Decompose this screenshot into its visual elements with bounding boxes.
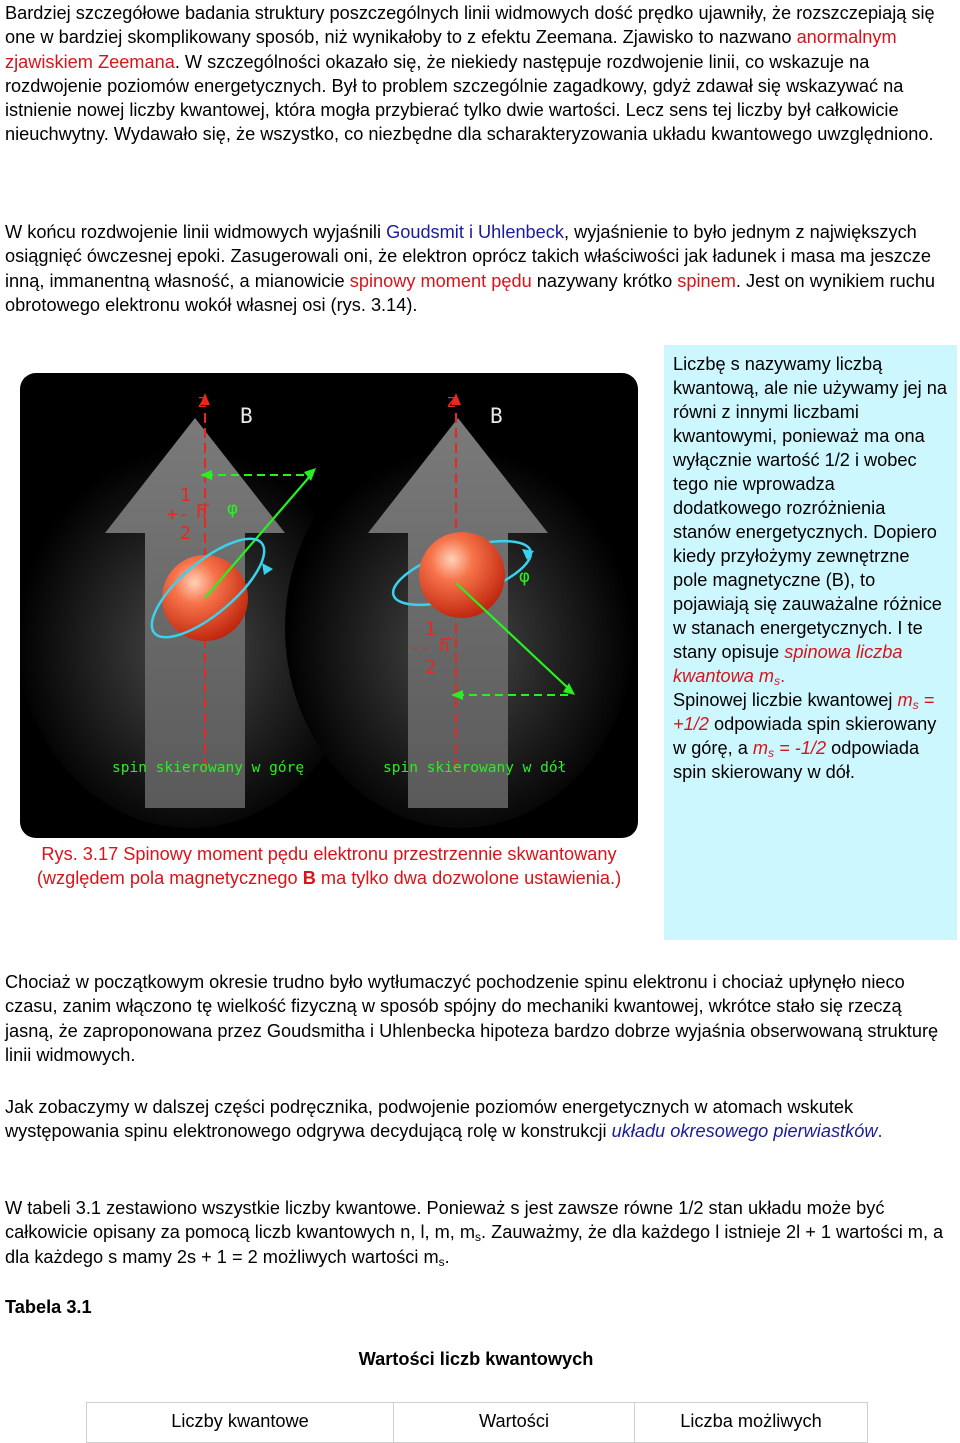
sidebar-paragraph-1: Liczbę s nazywamy liczbą kwantową, ale nie używamy jej na równi z innymi liczbami kwantowymi, ponieważ ma ona wyłącznie wartość 1/2 i wobec tego nie wprowadza dodatkowego rozróżnienia stanów energetycznych. Dopiero kiedy przyłożymy zewnętrzne pole magnetyczne (B), to pojawiają się zauważalne różnice w stanach energetycznych. I te stany opisuje spinowa liczba kwantowa $m_s$. xyxy=(673,354,947,688)
left-z-label: z xyxy=(197,391,208,412)
right-z-label: z xyxy=(446,391,457,412)
left-frac-num: 1 xyxy=(180,485,191,506)
spin-orientation-figure xyxy=(20,373,638,838)
table-header-row xyxy=(87,1403,868,1443)
table-header-values: Wartości xyxy=(394,1403,635,1443)
table-header-quantum-numbers: Liczby kwantowe xyxy=(87,1403,394,1443)
paragraph-periodic-table: Jak zobaczymy w dalszej części podręcznika, podwojenie poziomów energetycznych w atomach wskutek występowania spinu elektronowego odgrywa decydującą rolę w konstrukcji układu okresowego pierwiastków. xyxy=(5,1097,883,1142)
term-anomalous-zeeman: anormalnym zjawiskiem Zeemana xyxy=(5,27,897,72)
quantum-numbers-table xyxy=(86,1402,868,1443)
right-frac-prefix: -- xyxy=(409,638,431,659)
right-b-label: B xyxy=(490,404,503,428)
paragraph-spin-hypothesis: Chociaż w początkowym okresie trudno było wytłumaczyć pochodzenie spinu elektronu i chociaż upłynęło nieco czasu, zanim włączono tę wielkość fizyczną w sposób spójny do mechaniki kwantowej, wkrótce stało się rzeczą jasną, że zaproponowana przez Goudsmitha i Uhlenbecka hipoteza bardzo dobrze wyjaśnia obserwowaną strukturę linii widmowych. xyxy=(5,972,939,1065)
left-frac-den: 2 xyxy=(180,523,191,544)
left-phi-label: φ xyxy=(227,498,238,519)
right-frac-num: 1 xyxy=(425,619,436,640)
right-phi-label: φ xyxy=(519,566,530,587)
right-panel-caption: spin skierowany w dół xyxy=(383,760,567,776)
spin-quantum-number-sidebar xyxy=(664,345,957,940)
left-b-label: B xyxy=(240,404,253,428)
term-spin-quantum-number: spinowa liczba kwantowa $m_s$ xyxy=(673,642,903,688)
right-electron-sphere xyxy=(419,532,505,618)
right-frac-h: h xyxy=(439,636,450,657)
table-title: Wartości liczb kwantowych xyxy=(358,1349,594,1369)
caption-bold-b: B xyxy=(302,868,316,889)
paragraph-anomalous-zeeman: Bardziej szczegółowe badania struktury poszczególnych linii widmowych dość prędko ujawniły, że rozszczepiają się one w bardziej skomplikowany sposób, niż wynikałoby to z efektu Zeemana. Zjawisko to nazwano anormalnym zjawiskiem Zeemana. W szczególności okazało się, że niekiedy następuje rozdwojenie linii, co wskazuje na rozdwojenie poziomów energetycznych. Był to problem szczególnie zagadkowy, gdyż zdawał się wskazywać na istnienie nowej liczby kwantowej, która mogła przybierać tylko dwie wartości. Lecz sens tej liczby był całkowicie nieuchwytny. Wydawało się, że wszystko, co niezbędne dla scharakteryzowania układu kwantowego uwzględniono. xyxy=(5,3,935,145)
right-frac-den: 2 xyxy=(425,657,436,678)
left-frac-prefix: +- xyxy=(167,504,189,525)
link-periodic-table[interactable]: układu okresowego pierwiastków xyxy=(611,1121,878,1142)
table-label: Tabela 3.1 xyxy=(5,1297,92,1317)
right-panel-spin-down xyxy=(285,391,635,828)
paragraph-goudsmit-uhlenbeck: W końcu rozdwojenie linii widmowych wyjaśnili Goudsmit i Uhlenbeck, wyjaśnienie to było jednym z największych osiągnięć ówczesnej epoki. Zasugerowali oni, że elektron oprócz takich właściwości jak ładunek i masa ma jeszcze inną, immanentną własność, a mianowicie spinowy moment pędu nazywany krótko spinem. Jest on wynikiem ruchu obrotowego elektronu wokół własnej osi (rys. 3.14). xyxy=(5,222,936,315)
table-header-possible-count: Liczba możliwych xyxy=(635,1403,868,1443)
term-ms-minus: $m_s = -1/2$ xyxy=(752,738,827,760)
left-panel-caption: spin skierowany w górę xyxy=(112,760,305,776)
term-spin: spinem xyxy=(677,270,736,291)
sidebar-paragraph-2: Spinowej liczbie kwantowej $m_s = +1/2$ odpowiada spin skierowany w górę, a $m_s = -1/2$ odpowiada spin skierowany w dół. xyxy=(673,690,937,782)
link-goudsmit-uhlenbeck[interactable]: Goudsmit i Uhlenbeck xyxy=(386,222,564,242)
term-ms-plus: $m_s = +1/2$ xyxy=(673,690,935,734)
paragraph-quantum-numbers: W tabeli 3.1 zestawiono wszystkie liczby kwantowe. Ponieważ s jest zawsze równe 1/2 stan układu może być całkowicie opisany za pomocą liczb kwantowych n, l, m, $m_s$. Zauważmy, że dla każdego l istnieje 2l + 1 wartości m, a dla każdego s mamy 2s + 1 = 2 możliwych wartości $m_s$. xyxy=(5,1198,944,1269)
figure-caption: Rys. 3.17 Spinowy moment pędu elektronu przestrzennie skwantowany (względem pola magnetycznego B ma tylko dwa dozwolone ustawienia.) xyxy=(36,844,622,889)
term-spin-angular-momentum: spinowy moment pędu xyxy=(349,270,532,291)
left-frac-h: h xyxy=(196,502,207,523)
spin-figure-svg xyxy=(20,373,638,838)
